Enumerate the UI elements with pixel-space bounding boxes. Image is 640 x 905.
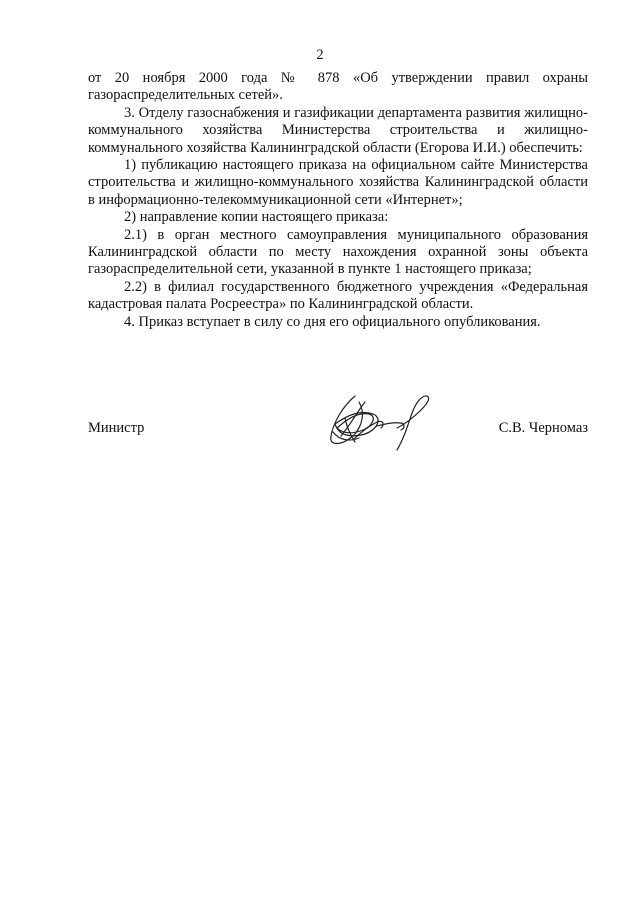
paragraph-law-reference: от 20 ноября 2000 года № 878 «Об утверждении правил охраны газораспределительных сетей». [88, 70, 588, 104]
paragraph-subitem-2: 2) направление копии настоящего приказа: [124, 209, 389, 226]
paragraph-item-3: 3. Отделу газоснабжения и газификации департамента развития жилищно-коммунального хозяйства Министерства строительства и жилищно-коммунального хозяйства Калининградской области (Егорова И.И.) обеспечить: [88, 104, 588, 156]
page-number: 2 [316, 47, 324, 63]
paragraph-subitem-2-2: 2.2) в филиал государственного бюджетного учреждения «Федеральная кадастровая палата Росреестра» по Калининградской области. [88, 278, 588, 313]
paragraph-subitem-2-1: 2.1) в орган местного самоуправления муниципального образования Калининградской области по месту нахождения охранной зоны объекта газораспределительной сети, указанной в пункте 1 настоящего приказа; [88, 226, 588, 278]
signatory-name: С.В. Черномаз [498, 420, 588, 436]
signature-block [88, 400, 588, 470]
paragraph-item-4: 4. Приказ вступает в силу со дня его официального опубликования. [124, 313, 541, 330]
paragraph-subitem-1: 1) публикацию настоящего приказа на официальном сайте Министерства строительства и жилищно-коммунального хозяйства Калининградской области в информационно-телекоммуникационной сети «Интернет»; [88, 157, 588, 208]
document-body [88, 70, 588, 331]
signatory-title: Министр [88, 420, 145, 436]
handwritten-signature [293, 388, 453, 458]
